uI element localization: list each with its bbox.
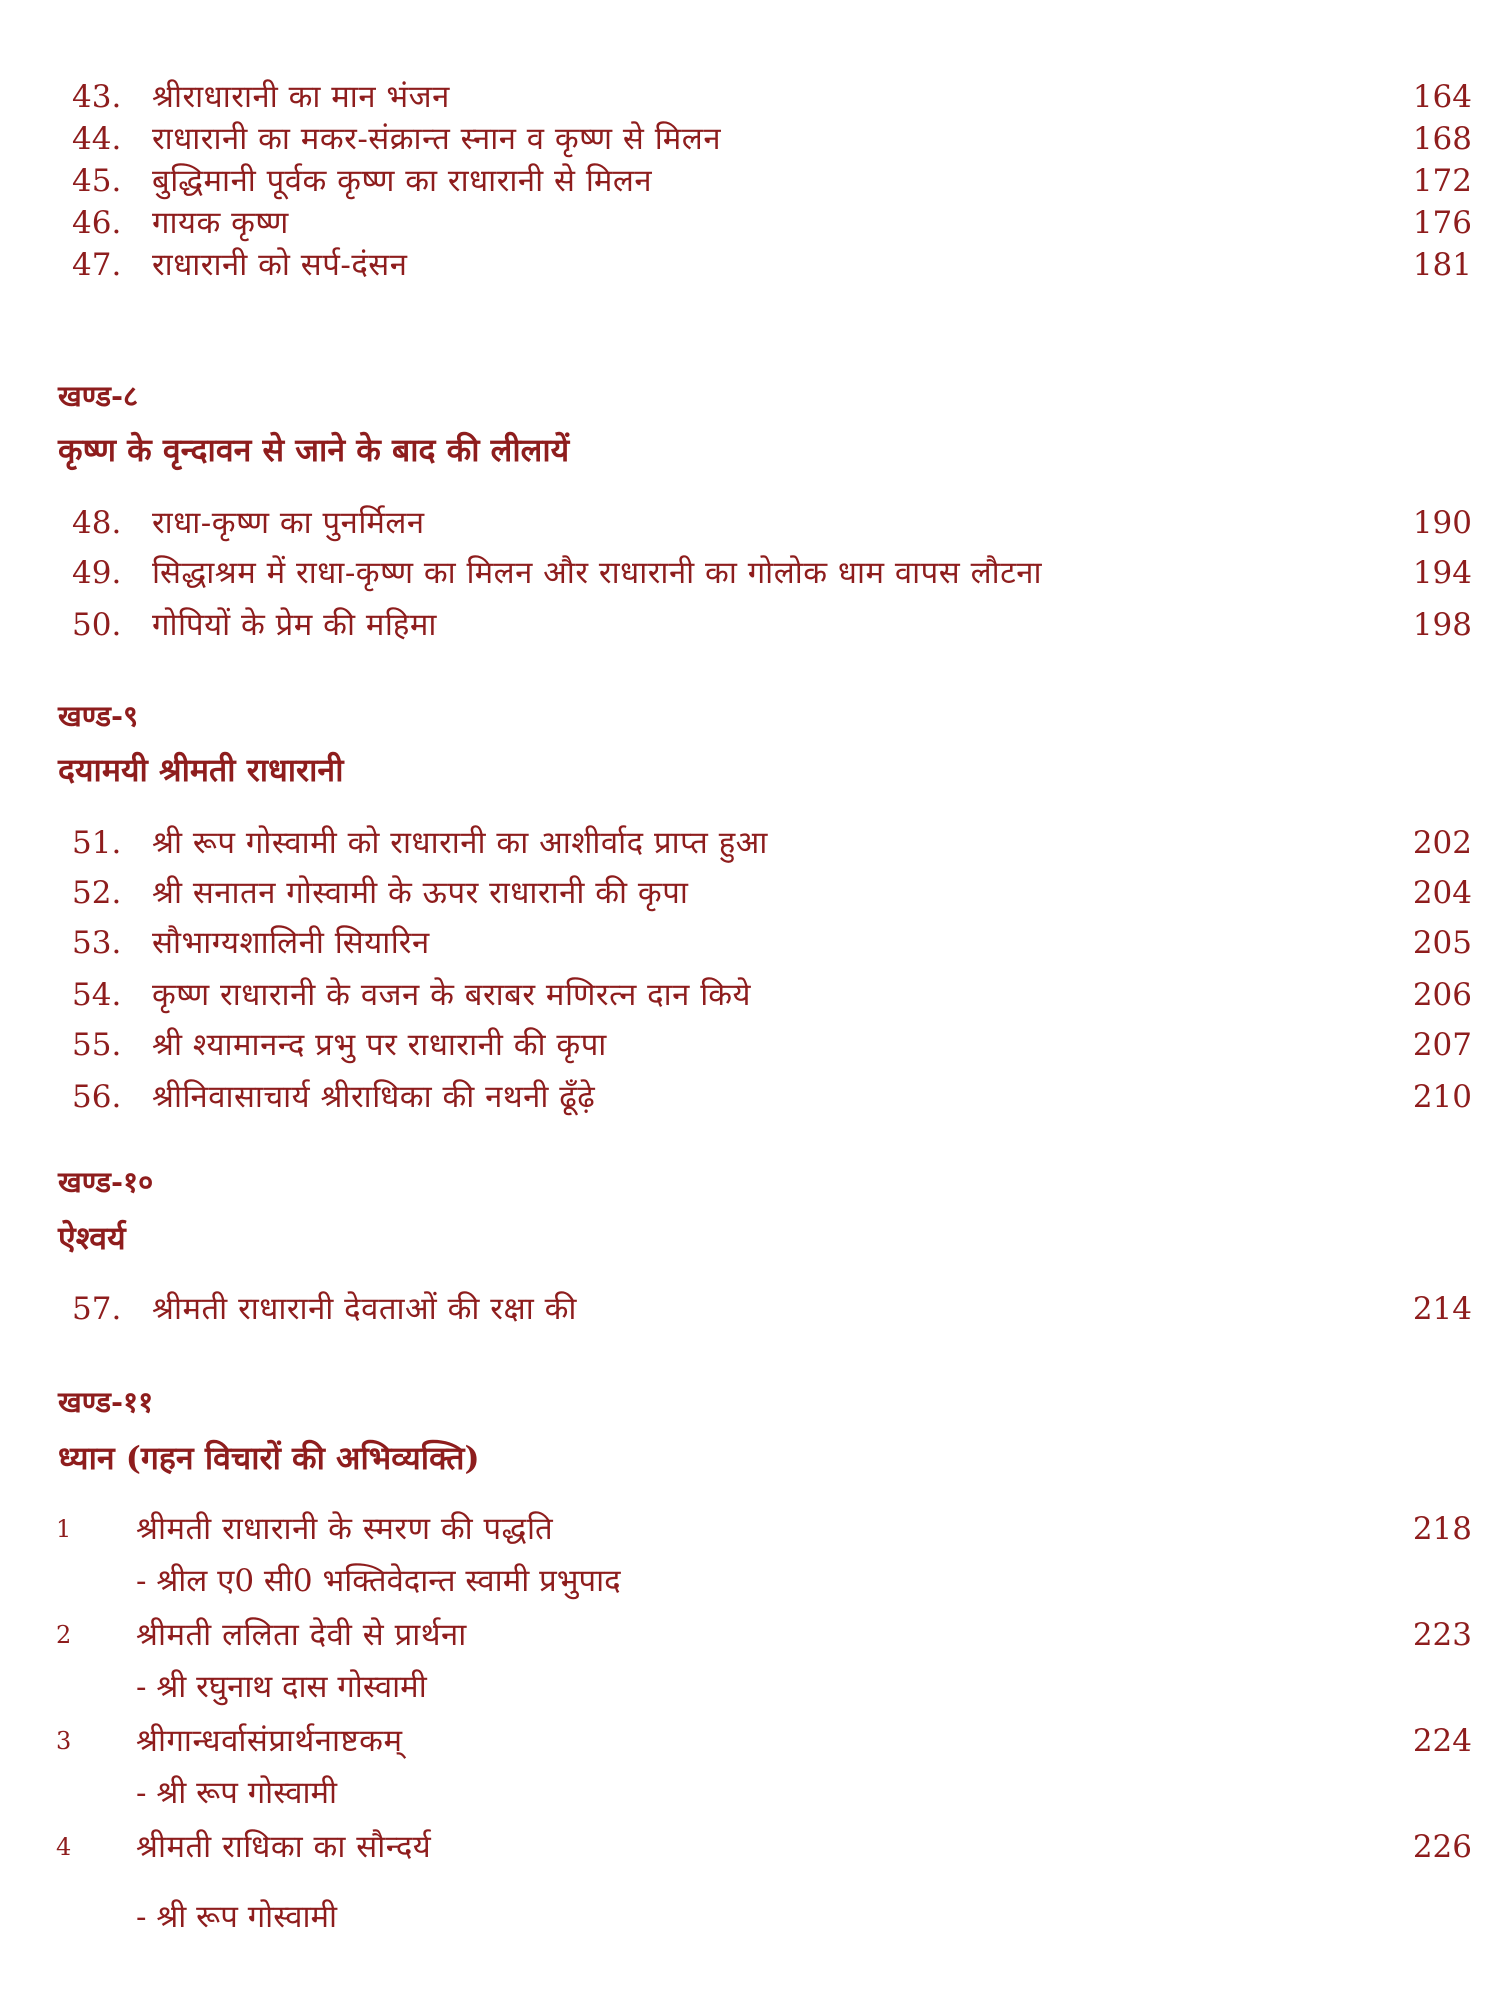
toc-entry	[0, 1504, 1500, 1554]
section-title: दयामयी श्रीमती राधारानी	[58, 751, 344, 789]
toc-entry	[0, 1822, 1500, 1872]
toc-entry	[0, 818, 1500, 868]
entry-title: गायक कृष्ण	[152, 205, 289, 241]
entry-title: बुद्धिमानी पूर्वक कृष्ण का राधारानी से मिलन	[152, 163, 653, 199]
toc-entry	[0, 498, 1500, 548]
entry-number: 53.	[72, 925, 122, 961]
entry-title: श्रीमती राधिका का सौन्दर्य	[136, 1829, 432, 1865]
entry-number: 4	[56, 1833, 72, 1861]
entry-number: 50.	[72, 607, 122, 643]
entry-title: राधारानी का मकर-संक्रान्त स्नान व कृष्ण से मिलन	[152, 121, 722, 157]
toc-entry	[0, 868, 1500, 918]
entry-title: श्रीगान्धर्वासंप्रार्थनाष्टकम्	[136, 1723, 403, 1759]
entry-title: सिद्धाश्रम में राधा-कृष्ण का मिलन और राधारानी का गोलोक धाम वापस लौटना	[152, 555, 1042, 591]
section-title: ध्यान (गहन विचारों की अभिव्यक्ति)	[58, 1439, 480, 1477]
toc-entry	[0, 600, 1500, 650]
toc-entry	[0, 1072, 1500, 1122]
entry-number: 2	[56, 1621, 72, 1649]
entry-page-number: 181	[1412, 247, 1472, 283]
entry-number: 56.	[72, 1079, 122, 1115]
entry-number: 55.	[72, 1027, 122, 1063]
entry-number: 1	[56, 1515, 72, 1543]
entry-title: श्रीनिवासाचार्य श्रीराधिका की नथनी ढूँढ़े	[152, 1079, 596, 1115]
entry-page-number: 194	[1412, 555, 1472, 591]
entry-number: 46.	[72, 205, 122, 241]
section-label: खण्ड-८	[58, 379, 139, 413]
toc-entry	[0, 1020, 1500, 1070]
entry-title: राधारानी को सर्प-दंसन	[152, 247, 408, 283]
section-title: कृष्ण के वृन्दावन से जाने के बाद की लीलायें	[58, 431, 570, 469]
toc-entry	[0, 1610, 1500, 1660]
toc-entry	[0, 970, 1500, 1020]
toc-entry	[0, 240, 1500, 290]
toc-entry-author	[0, 1662, 1500, 1712]
entry-page-number: 210	[1412, 1079, 1472, 1115]
entry-page-number: 164	[1412, 79, 1472, 115]
entry-author: - श्रील ए0 सी0 भक्तिवेदान्त स्वामी प्रभुपाद	[136, 1563, 621, 1599]
entry-page-number: 218	[1412, 1511, 1472, 1547]
entry-page-number: 202	[1412, 825, 1472, 861]
entry-number: 52.	[72, 875, 122, 911]
entry-page-number: 223	[1412, 1617, 1472, 1653]
entry-title: कृष्ण राधारानी के वजन के बराबर मणिरत्न दान किये	[152, 977, 752, 1013]
entry-number: 44.	[72, 121, 122, 157]
entry-title: श्रीराधारानी का मान भंजन	[152, 79, 450, 115]
entry-page-number: 205	[1412, 925, 1472, 961]
entry-title: गोपियों के प्रेम की महिमा	[152, 607, 437, 643]
entry-title: श्रीमती राधारानी के स्मरण की पद्धति	[136, 1511, 554, 1547]
entry-page-number: 172	[1412, 163, 1472, 199]
entry-number: 54.	[72, 977, 122, 1013]
entry-title: श्री सनातन गोस्वामी के ऊपर राधारानी की कृपा	[152, 875, 689, 911]
entry-page-number: 198	[1412, 607, 1472, 643]
entry-page-number: 224	[1412, 1723, 1472, 1759]
toc-entry	[0, 548, 1500, 598]
entry-title: राधा-कृष्ण का पुनर्मिलन	[152, 505, 425, 541]
section-label: खण्ड-१०	[58, 1165, 154, 1199]
toc-entry	[0, 918, 1500, 968]
entry-page-number: 207	[1412, 1027, 1472, 1063]
section-title: ऐश्वर्य	[58, 1219, 126, 1257]
entry-number: 51.	[72, 825, 122, 861]
section-label: खण्ड-११	[58, 1385, 154, 1419]
entry-author: - श्री रूप गोस्वामी	[136, 1899, 338, 1935]
entry-title: श्री रूप गोस्वामी को राधारानी का आशीर्वाद प्राप्त हुआ	[152, 825, 768, 861]
entry-page-number: 226	[1412, 1829, 1472, 1865]
entry-title: श्रीमती राधारानी देवताओं की रक्षा की	[152, 1291, 577, 1327]
entry-number: 43.	[72, 79, 122, 115]
entry-number: 57.	[72, 1291, 122, 1327]
toc-entry	[0, 1284, 1500, 1334]
entry-number: 45.	[72, 163, 122, 199]
section-label: खण्ड-९	[58, 699, 139, 733]
entry-author: - श्री रूप गोस्वामी	[136, 1775, 338, 1811]
entry-page-number: 168	[1412, 121, 1472, 157]
entry-number: 47.	[72, 247, 122, 283]
entry-title: श्रीमती ललिता देवी से प्रार्थना	[136, 1617, 467, 1653]
entry-title: सौभाग्यशालिनी सियारिन	[152, 925, 430, 961]
entry-number: 49.	[72, 555, 122, 591]
entry-page-number: 204	[1412, 875, 1472, 911]
entry-page-number: 190	[1412, 505, 1472, 541]
toc-entry-author	[0, 1892, 1500, 1942]
entry-author: - श्री रघुनाथ दास गोस्वामी	[136, 1669, 427, 1705]
toc-entry-author	[0, 1768, 1500, 1818]
toc-entry	[0, 1716, 1500, 1766]
entry-page-number: 214	[1412, 1291, 1472, 1327]
entry-title: श्री श्यामानन्द प्रभु पर राधारानी की कृपा	[152, 1027, 607, 1063]
entry-page-number: 206	[1412, 977, 1472, 1013]
entry-number: 48.	[72, 505, 122, 541]
entry-page-number: 176	[1412, 205, 1472, 241]
entry-number: 3	[56, 1727, 72, 1755]
toc-entry-author	[0, 1556, 1500, 1606]
